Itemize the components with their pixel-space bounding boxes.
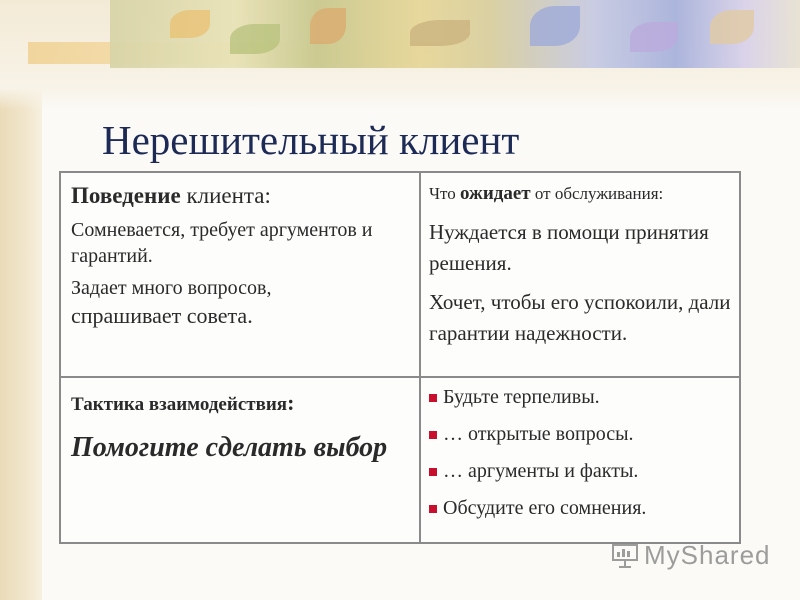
presentation-board-icon [610,540,640,570]
bullet-item-3 [429,460,731,483]
bullet-item-4 [429,497,731,520]
behavior-item-3: спрашивает совета. [71,303,253,328]
bullet-item-1 [429,386,731,409]
behavior-header [71,183,411,209]
myshared-watermark [610,537,771,573]
expectation-header-bold: ожидает [460,183,531,204]
expectation-header-post: от обслуживания: [530,184,664,203]
expectation-cell [420,172,740,377]
expectation-header-pre: Что [429,184,461,203]
bullet-item-2 [429,423,731,446]
bullet-square-icon [429,505,437,513]
expectation-item-1: Нуждается в помощи принятия решения. [429,220,709,275]
bullets-cell [420,377,740,543]
client-table [59,171,741,544]
bullet-text-3: … аргументы и факты. [443,460,639,482]
behavior-item-1: Сомневается, требует аргументов и гарантий. [71,219,373,267]
bullet-square-icon [429,468,437,476]
behavior-cell [60,172,420,377]
expectation-item-2: Хочет, чтобы его успокоили, дали гарантии надежности. [429,290,731,345]
bullet-text-4: Обсудите его сомнения. [443,497,647,519]
behavior-header-rest: клиента: [180,183,271,208]
bullet-square-icon [429,394,437,402]
expectation-header [429,183,731,205]
bullet-text-2: … открытые вопросы. [443,423,634,445]
slide-title: Нерешительный клиент [102,117,520,163]
behavior-header-bold: Поведение [71,183,181,208]
bullet-list [429,386,731,520]
behavior-item-2: Задает много вопросов, [71,277,272,299]
tactic-header [71,390,411,416]
bullet-square-icon [429,431,437,439]
watermark-text: MyShared [644,539,771,570]
tactic-cell [60,377,420,543]
tactic-header-text: Тактика взаимодействия [71,394,288,415]
floral-banner [110,0,800,68]
bullet-text-1: Будьте терпеливы. [443,386,600,408]
tactic-header-colon: : [287,390,295,415]
tactic-body: Помогите сделать выбор [71,432,388,463]
